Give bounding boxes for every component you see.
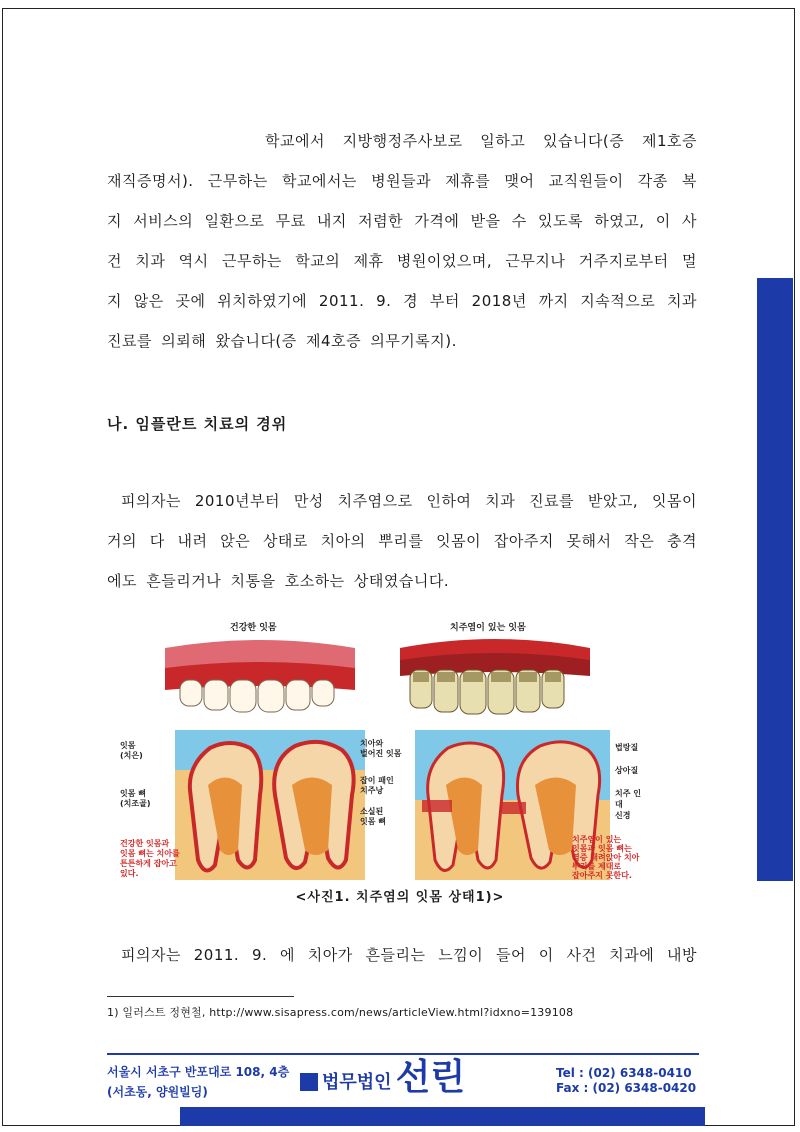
footer-address: 서울시 서초구 반포대로 108, 4층 [107, 1065, 290, 1079]
label-pocket: 잡이 패인 [360, 776, 394, 785]
label-bone: 잇몸 뼈 [120, 789, 146, 798]
note-diseased-line: 잡아주지 못한다. [572, 871, 632, 880]
note-diseased-line: 뿌리를 제대로 [572, 862, 622, 871]
healthy-tooth-cross-section [175, 730, 365, 880]
note-healthy-line: 있다. [120, 869, 139, 878]
note-diseased-line: 잇몸과 잇몸 뼈는 [572, 844, 632, 853]
text-line: 거의 다 내려 앉은 상태로 치아의 뿌리를 잇몸이 잡아주지 못해서 작은 충격 [107, 532, 697, 550]
figure-caption: <사진1. 치주염의 잇몸 상태1)> [295, 890, 505, 905]
label-ligament: 치주 인대 [615, 789, 641, 809]
footer-fax: Fax : (02) 6348-0420 [556, 1081, 697, 1095]
footer-divider [107, 1053, 699, 1055]
text-line: 진료를 의뢰해 왔습니다(증 제4호증 의무기록지). [107, 332, 457, 350]
note-diseased-line: 염증 내려앉아 치아 [572, 853, 640, 862]
note-healthy-line: 잇몸 뼈는 치아를 [120, 849, 180, 858]
firm-name: 선린 [395, 1057, 466, 1098]
label-enamel: 법랑질 [615, 743, 639, 752]
section-heading: 나. 임플란트 치료의 경위 [107, 415, 288, 433]
note-healthy-line: 건강한 잇몸과 [120, 839, 170, 848]
footnote-divider [107, 996, 294, 997]
paragraph-visit [107, 935, 697, 975]
footnote: 1) 일러스트 정현철, http://www.sisapress.com/news/articleView.html?idxno=139108 [107, 1006, 574, 1019]
firm-logo-block [300, 1058, 465, 1098]
text-line: 에도 흔들리거나 치통을 호소하는 상태였습니다. [107, 572, 450, 590]
text-line: 지 서비스의 일환으로 무료 내지 저렴한 가격에 받을 수 있도록 하였고, 이 사 [107, 212, 697, 230]
note-healthy-line: 튼튼하게 잡아고 [120, 859, 177, 868]
label-gap-sub: 벌어진 잇몸 [360, 749, 402, 758]
side-accent-bar [757, 278, 793, 881]
paragraph-history [107, 481, 697, 601]
label-bone-sub: (치조골) [120, 799, 151, 808]
text-line: 피의자는 2010년부터 만성 치주염으로 인하여 치과 진료를 받았고, 잇몸이 [121, 492, 697, 510]
diseased-gum-drawing [400, 639, 590, 714]
figure-title-left: 건강한 잇몸 [230, 623, 277, 633]
healthy-gum-drawing [165, 640, 355, 712]
label-nerve: 신경 [615, 811, 631, 820]
note-diseased-line: 치주염이 있는 [572, 835, 622, 844]
text-line: 재직증명서). 근무하는 학교에서는 병원들과 제휴를 맺어 교직원들이 각종 복 [107, 172, 697, 190]
firm-emblem-icon [300, 1073, 318, 1091]
label-gum-sub: (치은) [120, 751, 143, 760]
gum-illustration [110, 620, 645, 885]
label-gum: 잇몸 [120, 741, 136, 750]
label-lost-bone: 소실된 [360, 807, 384, 816]
text-line: 건 치과 역시 근무하는 학교의 제휴 병원이었으며, 근무지나 거주지로부터 멀 [107, 252, 697, 270]
text-line: 지 않은 곳에 위치하였기에 2011. 9. 경 부터 2018년 까지 지속적으로 치과 [107, 292, 697, 310]
label-pocket-sub: 치주낭 [360, 786, 384, 795]
footer-accent-bar [180, 1107, 705, 1126]
label-gap: 치아와 [360, 739, 384, 748]
firm-type: 법무법인 [322, 1072, 392, 1093]
text-line: 피의자는 2011. 9. 에 치아가 흔들리는 느낌이 들어 이 사건 치과에 내방 [121, 946, 697, 964]
text-line: 학교에서 지방행정주사보로 일하고 있습니다(증 제1호증 [265, 132, 697, 150]
figure-title-right: 치주염이 있는 잇몸 [450, 623, 526, 633]
paragraph-employment [107, 121, 697, 361]
footer-address-sub: (서초동, 양원빌딩) [107, 1085, 208, 1099]
label-dentin: 상아질 [615, 766, 639, 775]
label-lost-bone-sub: 잇몸 뼈 [360, 817, 386, 826]
footer-tel: Tel : (02) 6348-0410 [556, 1066, 692, 1080]
